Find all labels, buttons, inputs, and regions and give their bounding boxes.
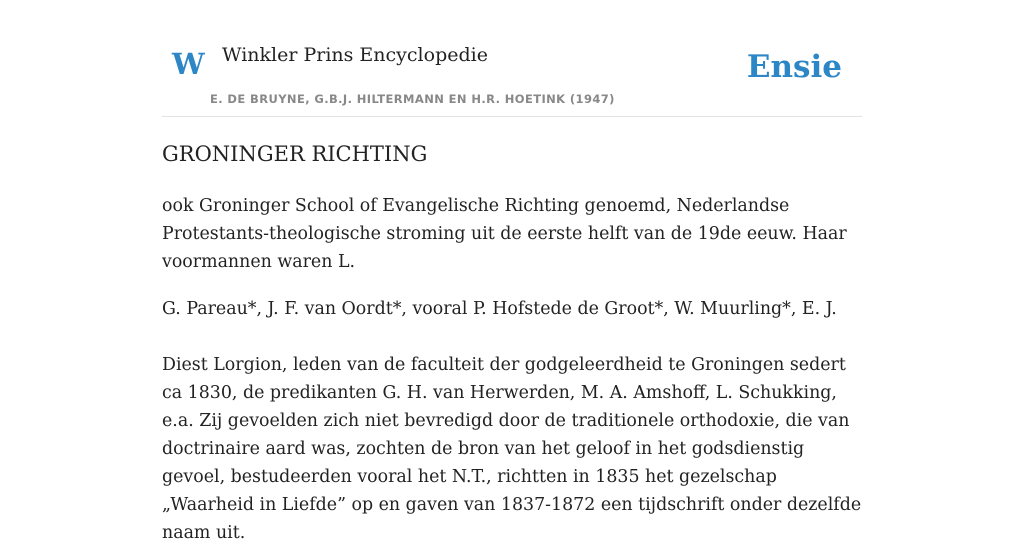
article-paragraph: Diest Lorgion, leden van de faculteit der godgeleerdheid te Groningen sedert ca 1830, de predikanten G. H. van Herwerden, M. A. Amshoff, L. Schukking, e.a. Zij gevoelden zich niet bevredigd door de traditionele orthodoxie, die van doctrinaire aard was, zochten de bron van het geloof in het godsdienstig gevoel, bestudeerden vooral het N.T., richtten in 1835 het gezelschap „Waarheid in Liefde” op en gaven van 1837-1872 een tijdschrift onder dezelfde naam uit. [162, 355, 862, 543]
article-paragraph: G. Pareau*, J. F. van Oordt*, vooral P. Hofstede de Groot*, W. Muurling*, E. J. [162, 299, 837, 319]
authors-line: E. DE BRUYNE, G.B.J. HILTERMANN EN H.R. HOETINK (1947) [210, 92, 615, 106]
ensie-logo[interactable]: Ensie [746, 49, 842, 85]
article-title: GRONINGER RICHTING [162, 142, 428, 166]
article-paragraph: ook Groninger School of Evangelische Richting genoemd, Nederlandse Protestants-theologische stroming uit de eerste helft van de 19de eeuw. Haar voormannen waren L. [162, 196, 847, 272]
page [162, 0, 862, 543]
encyclopedia-title[interactable]: Winkler Prins Encyclopedie [222, 44, 488, 66]
winkler-prins-logo-icon[interactable]: W [172, 47, 205, 81]
site-header [162, 0, 862, 117]
